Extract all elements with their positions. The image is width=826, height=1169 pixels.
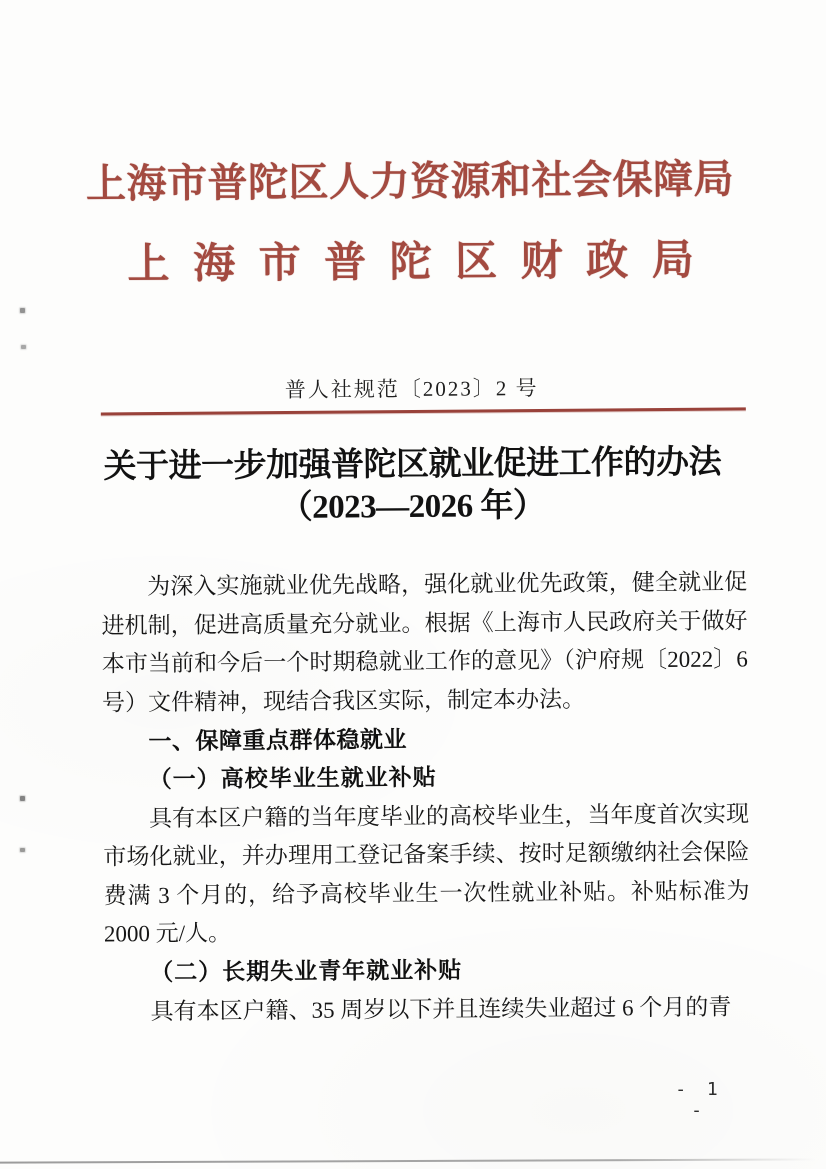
section-1-heading: 一、保障重点群体稳就业: [148, 726, 408, 755]
letterhead-org-line-1: 上海市普陀区人力资源和社会保障局: [85, 156, 735, 207]
subsection-1-1-paragraph: 具有本区户籍的当年度毕业的高校毕业生，当年度首次实现市场化就业，并办理用工登记备案手续、按时足额缴纳社会保险费满 3 个月的，给予高校毕业生一次性就业补贴。补贴标准为 2000 元/人。: [103, 800, 750, 947]
scan-artifact-dot: [20, 848, 25, 852]
subsection-1-2-paragraph: 具有本区户籍、35 周岁以下并且连续失业超过 6 个月的青: [150, 994, 732, 1024]
document-body: [101, 563, 751, 1031]
document-reference-number: 普人社规范〔2023〕2 号: [284, 376, 539, 403]
document-title-line-2: （2023—2026 年）: [279, 487, 546, 527]
letterhead-separator-rule: [101, 407, 746, 415]
document-title: [0, 441, 826, 531]
intro-paragraph: 为深入实施就业优先战略，强化就业优先政策，健全就业促进机制，促进高质量充分就业。根据《上海市人民政府关于做好本市当前和今后一个时期稳就业工作的意见》（沪府规〔2022〕6号）文件精神，现结合我区实际，制定本办法。: [101, 569, 748, 716]
scan-artifact-dot: [20, 308, 25, 313]
letterhead-org-line-2: 上海市普陀区财政局: [127, 237, 718, 289]
subsection-1-1-heading: （一）高校毕业生就业补贴: [148, 764, 437, 793]
document-title-line-1: 关于进一步加强普陀区就业促进工作的办法: [103, 444, 722, 486]
scan-artifact-dot: [21, 345, 26, 349]
page-number: - 1 -: [675, 1079, 723, 1121]
subsection-1-2-heading: （二）长期失业青年就业补贴: [150, 957, 463, 986]
scan-artifact-dot: [20, 796, 25, 801]
